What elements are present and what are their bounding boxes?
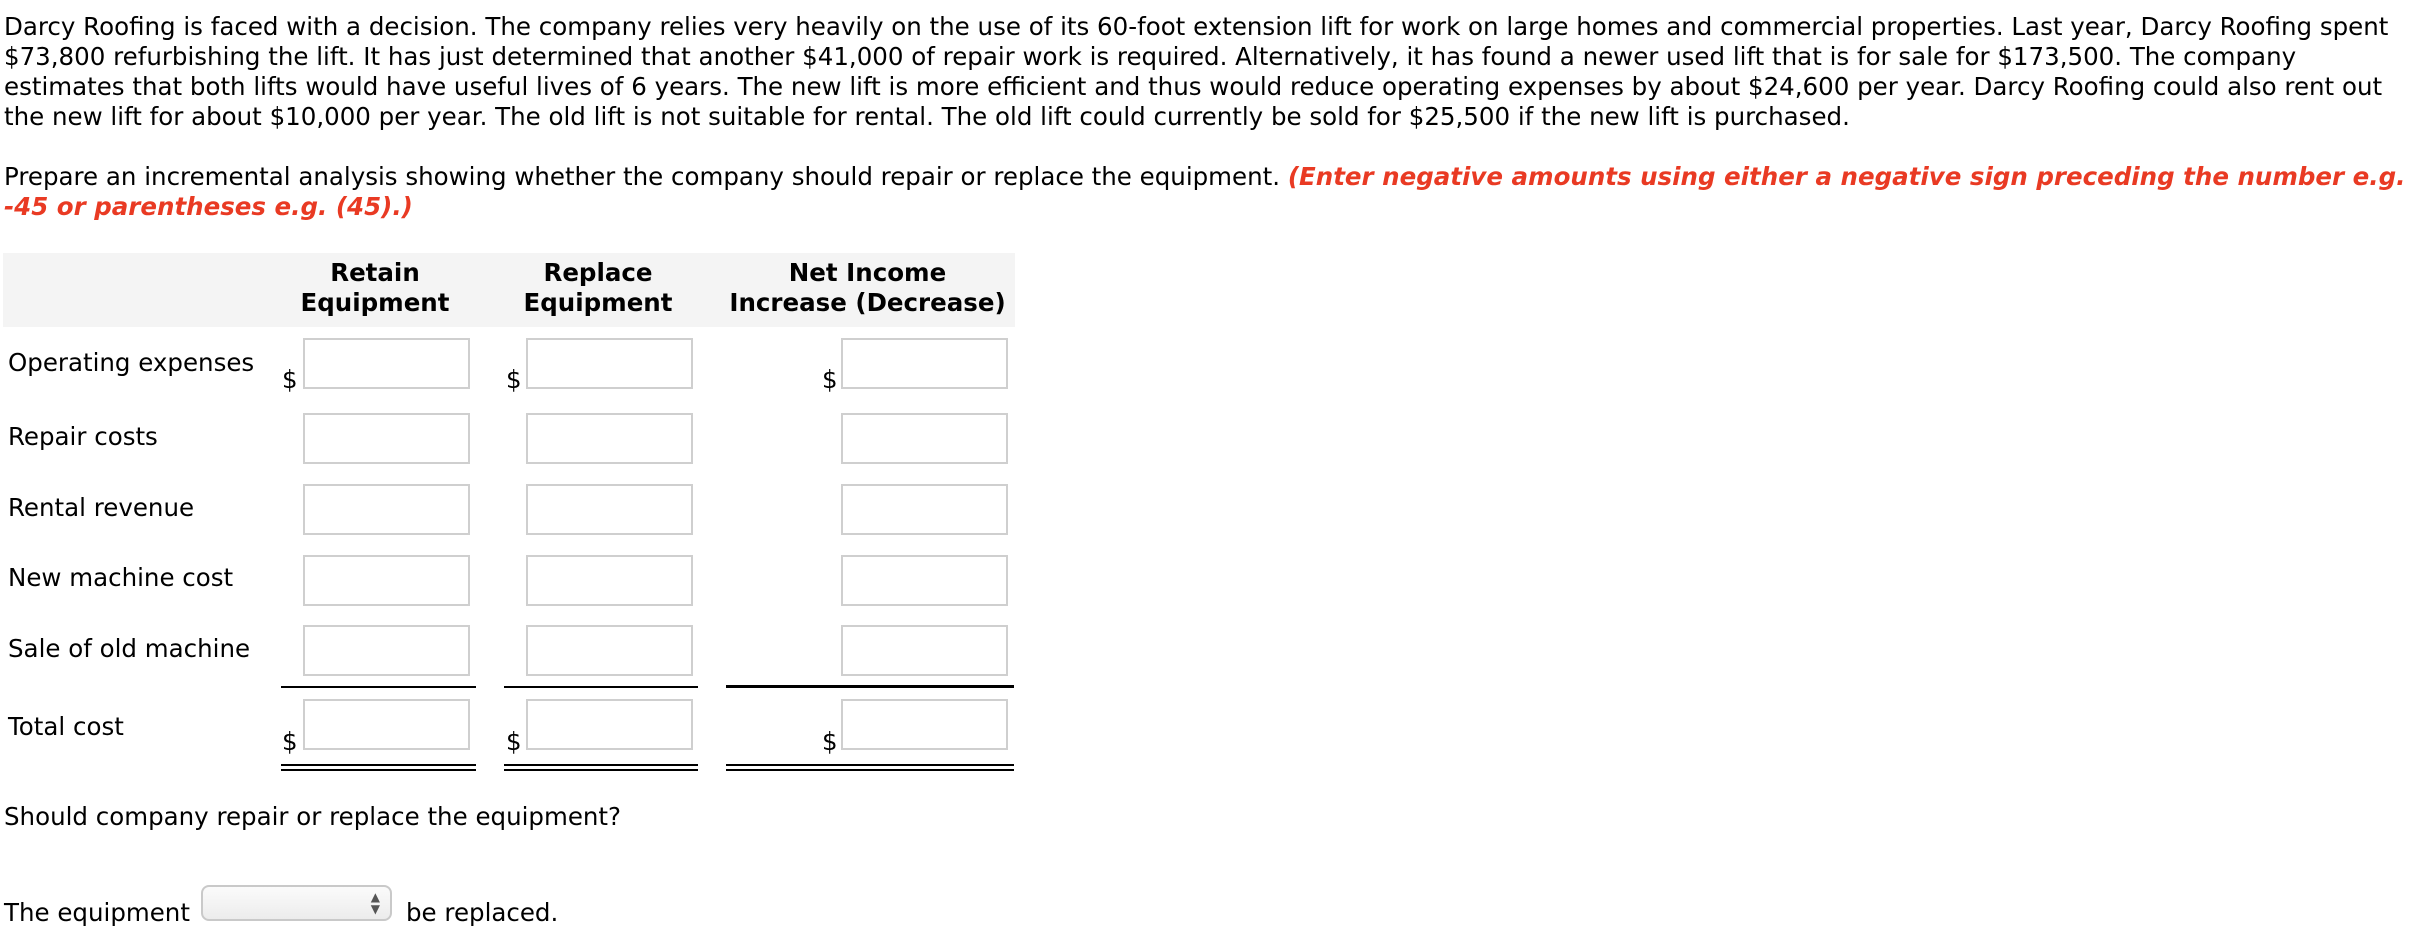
column-header-retain: [290, 258, 460, 318]
up-down-arrows-icon: ▲ ▼: [370, 890, 380, 916]
negative-amount-note: (Enter negative amounts using either a negative sign preceding the number e.g. -45 or parentheses e.g. (45).): [4, 162, 2406, 221]
column-header-net-line1: Net Income: [788, 258, 947, 287]
total-cost-net-input[interactable]: [841, 699, 1008, 750]
new-machine-cost-replace-input[interactable]: [526, 555, 693, 606]
repair-costs-retain-input[interactable]: [303, 413, 470, 464]
repair-costs-replace-input[interactable]: [526, 413, 693, 464]
subtotal-rule: [726, 685, 1014, 688]
column-header-net: [720, 258, 1015, 318]
new-machine-cost-retain-input[interactable]: [303, 555, 470, 606]
operating-expenses-net-input[interactable]: [841, 338, 1008, 389]
repair-costs-net-input[interactable]: [841, 413, 1008, 464]
column-header-retain-line2: Equipment: [300, 288, 450, 317]
rental-revenue-retain-input[interactable]: [303, 484, 470, 535]
total-double-rule: [504, 764, 698, 771]
sale-of-old-machine-replace-input[interactable]: [526, 625, 693, 676]
answer-suffix: be replaced.: [406, 898, 559, 927]
rental-revenue-replace-input[interactable]: [526, 484, 693, 535]
row-label-total-cost: Total cost: [8, 712, 124, 741]
dollar-sign: $: [282, 727, 298, 756]
dollar-sign: $: [822, 365, 838, 394]
total-cost-replace-input[interactable]: [526, 699, 693, 750]
column-header-net-line2: Increase (Decrease): [729, 288, 1006, 317]
subtotal-rule: [281, 686, 476, 688]
instruction-text: Prepare an incremental analysis showing whether the company should repair or replace the equipment.: [4, 162, 1281, 191]
sale-of-old-machine-retain-input[interactable]: [303, 625, 470, 676]
answer-dropdown[interactable]: [201, 885, 392, 921]
column-header-replace-line1: Replace: [543, 258, 653, 287]
column-header-retain-line1: Retain: [330, 258, 420, 287]
problem-paragraph: Darcy Roofing is faced with a decision. The company relies very heavily on the use of its 60-foot extension lift for work on large homes and commercial properties. Last year, Darcy Roofing spent $73,800 refurbishing the lift. It has just determined that another $41,000 of repair work is required. Alternatively, it has found a newer used lift that is for sale for $173,500. The company estimates that both lifts would have useful lives of 6 years. The new lift is more efficient and thus would reduce operating expenses by about $24,600 per year. Darcy Roofing could also rent out the new lift for about $10,000 per year. The old lift is not suitable for rental. The old lift could currently be sold for $25,500 if the new lift is purchased.: [4, 12, 2389, 131]
row-label-rental-revenue: Rental revenue: [8, 493, 195, 522]
row-label-new-machine-cost: New machine cost: [8, 563, 234, 592]
row-label-sale-of-old-machine: Sale of old machine: [8, 634, 251, 663]
operating-expenses-replace-input[interactable]: [526, 338, 693, 389]
operating-expenses-retain-input[interactable]: [303, 338, 470, 389]
instruction-paragraph: [4, 162, 2424, 222]
subtotal-rule: [504, 686, 698, 688]
sale-of-old-machine-net-input[interactable]: [841, 625, 1008, 676]
total-double-rule: [281, 764, 476, 771]
rental-revenue-net-input[interactable]: [841, 484, 1008, 535]
dollar-sign: $: [506, 727, 522, 756]
dollar-sign: $: [282, 365, 298, 394]
column-header-replace: [513, 258, 683, 318]
dollar-sign: $: [506, 365, 522, 394]
dollar-sign: $: [822, 727, 838, 756]
answer-prefix: The equipment: [4, 898, 190, 927]
new-machine-cost-net-input[interactable]: [841, 555, 1008, 606]
decision-question: Should company repair or replace the equipment?: [4, 802, 622, 831]
total-cost-retain-input[interactable]: [303, 699, 470, 750]
total-double-rule: [726, 764, 1014, 771]
column-header-replace-line2: Equipment: [523, 288, 673, 317]
row-label-repair-costs: Repair costs: [8, 422, 158, 451]
row-label-operating-expenses: Operating expenses: [8, 348, 255, 377]
